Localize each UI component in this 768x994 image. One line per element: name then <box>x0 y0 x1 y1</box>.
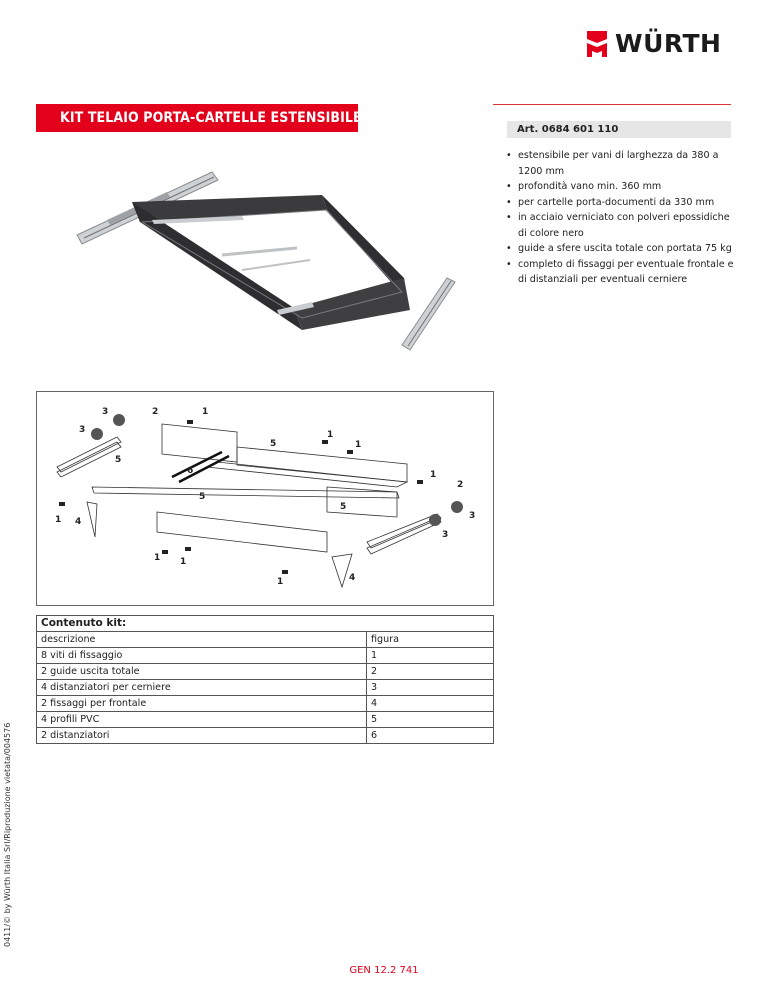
column-header-fig: figura <box>367 632 494 648</box>
footer-code: GEN 12.2 741 <box>349 965 419 976</box>
callout-label: 4 <box>349 573 356 583</box>
feature-item: • guide a sfere uscita totale con portata 75 kg <box>502 241 738 257</box>
callout-label: 1 <box>154 553 161 563</box>
exploded-diagram <box>36 391 494 606</box>
feature-item: • completo di fissaggi per eventuale frontale e di distanziali per eventuali cerniere <box>502 257 738 288</box>
callout-label: 5 <box>270 439 277 449</box>
page-title: KIT TELAIO PORTA-CARTELLE ESTENSIBILE <box>60 110 362 126</box>
feature-item: • per cartelle porta-documenti da 330 mm <box>502 195 738 211</box>
callout-label: 1 <box>55 515 62 525</box>
callout-label: 1 <box>202 407 209 417</box>
callout-label: 3 <box>102 407 109 417</box>
callout-label: 1 <box>277 577 284 587</box>
callout-label: 4 <box>75 517 82 527</box>
table-header-row <box>37 632 494 648</box>
product-photo <box>72 150 492 370</box>
row-fig: 3 <box>367 680 494 696</box>
feature-item: • profondità vano min. 360 mm <box>502 179 738 195</box>
callout-label: 3 <box>79 425 86 435</box>
table-row <box>37 680 494 696</box>
table-row <box>37 664 494 680</box>
row-fig: 1 <box>367 648 494 664</box>
row-desc: 8 viti di fissaggio <box>37 648 367 664</box>
table-row <box>37 648 494 664</box>
row-desc: 4 profili PVC <box>37 712 367 728</box>
table-row <box>37 696 494 712</box>
table-heading: Contenuto kit: <box>37 616 494 632</box>
callout-label: 1 <box>430 470 437 480</box>
feature-item: • in acciaio verniciato con polveri epossidiche di colore nero <box>502 210 738 241</box>
wurth-logo <box>585 27 733 61</box>
callout-label: 1 <box>355 440 362 450</box>
row-desc: 2 fissaggi per frontale <box>37 696 367 712</box>
row-fig: 6 <box>367 728 494 744</box>
callout-label: 2 <box>457 480 464 490</box>
column-header-desc: descrizione <box>37 632 367 648</box>
feature-item: • estensibile per vani di larghezza da 380 a 1200 mm <box>502 148 738 179</box>
kit-contents-table <box>36 615 494 744</box>
row-desc: 2 distanziatori <box>37 728 367 744</box>
callout-label: 3 <box>469 511 476 521</box>
exploded-diagram-drawing <box>37 392 495 607</box>
callout-label: 5 <box>340 502 347 512</box>
row-desc: 2 guide uscita totale <box>37 664 367 680</box>
callout-label: 6 <box>187 466 194 476</box>
article-box <box>507 121 731 138</box>
header-rule <box>493 104 731 105</box>
callout-label: 3 <box>442 530 449 540</box>
brand-name: WÜRTH <box>615 29 722 58</box>
copyright-note: 0411/© by Würth Italia Srl/Riproduzione vietata/004576 <box>3 722 12 947</box>
row-fig: 5 <box>367 712 494 728</box>
row-fig: 2 <box>367 664 494 680</box>
callout-label: 2 <box>152 407 159 417</box>
article-number: Art. 0684 601 110 <box>517 124 619 135</box>
callout-label: 5 <box>199 492 206 502</box>
wurth-logo-mark-icon <box>585 29 609 59</box>
feature-list <box>502 148 738 288</box>
callout-label: 1 <box>327 430 334 440</box>
callout-label: 1 <box>180 557 187 567</box>
table-row <box>37 712 494 728</box>
title-bar <box>36 104 362 132</box>
row-fig: 4 <box>367 696 494 712</box>
table-row <box>37 728 494 744</box>
callout-label: 5 <box>115 455 122 465</box>
table-heading-row <box>37 616 494 632</box>
row-desc: 4 distanziatori per cerniere <box>37 680 367 696</box>
